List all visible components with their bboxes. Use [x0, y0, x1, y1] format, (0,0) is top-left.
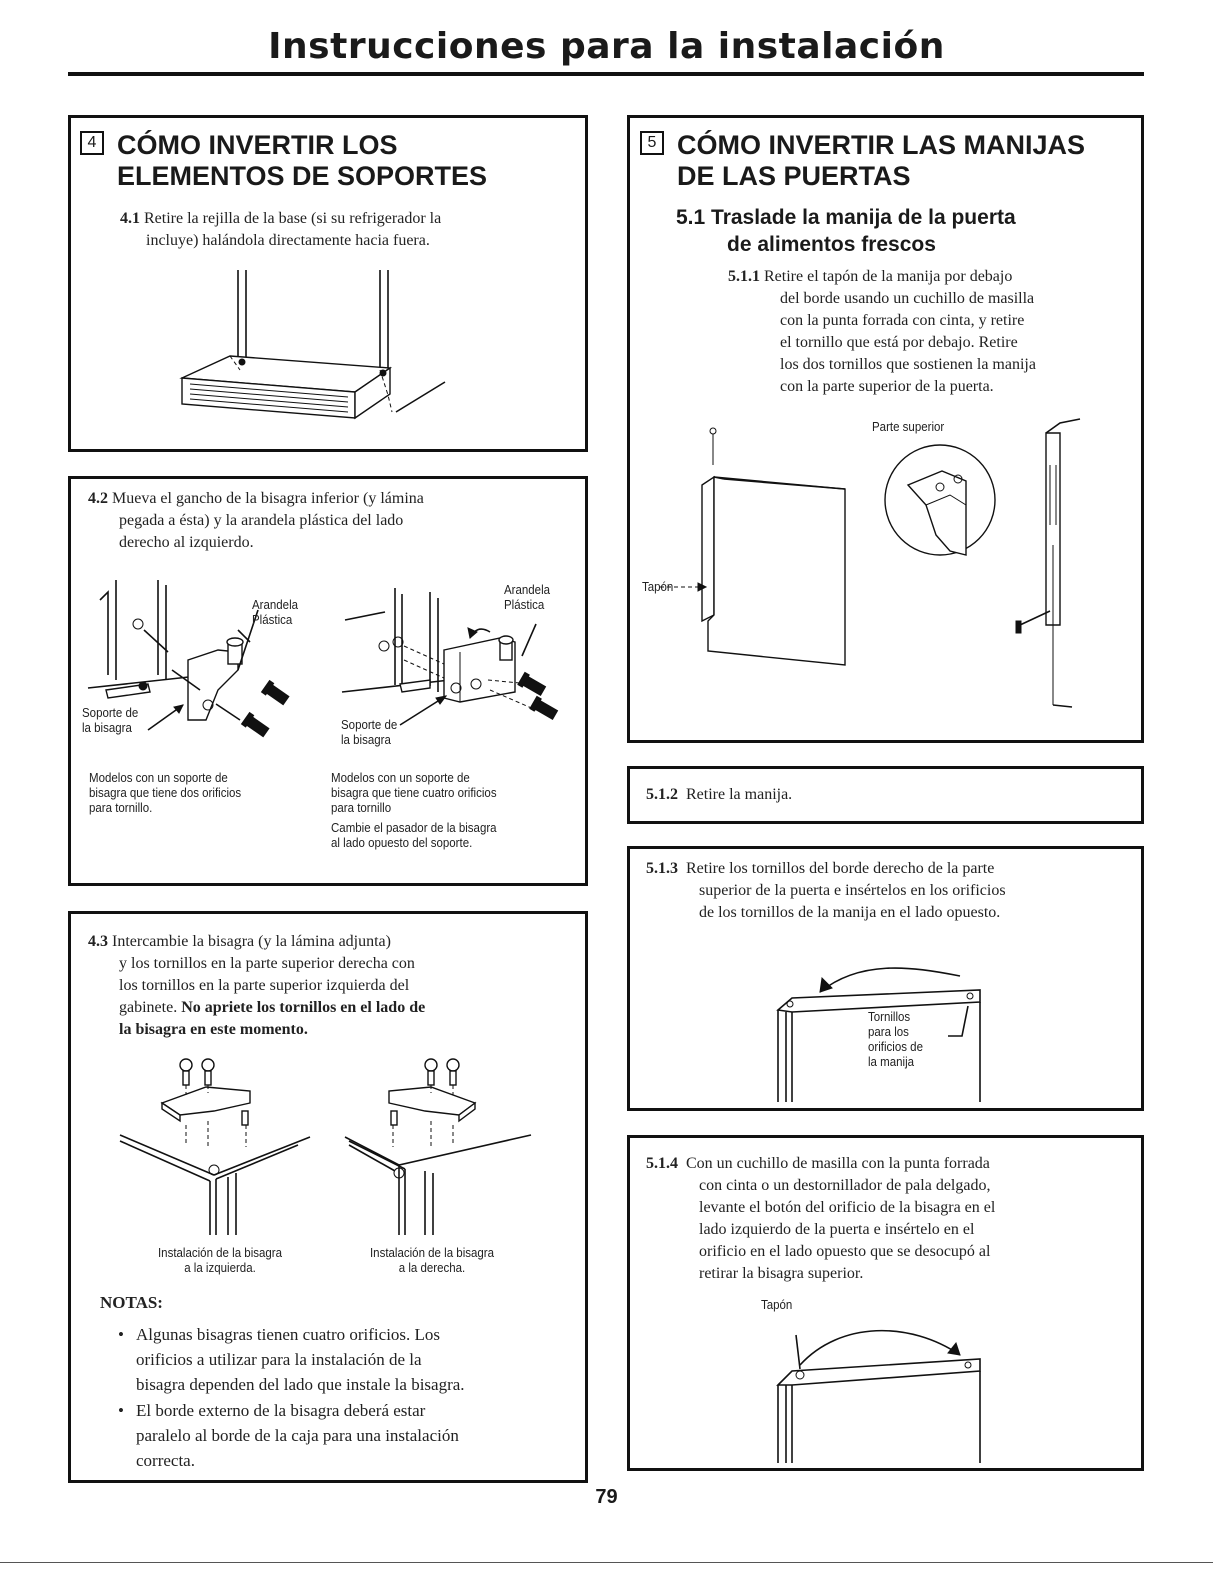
step-4-2-line1: Mueva el gancho de la bisagra inferior (y lámina	[112, 490, 424, 507]
section-5-heading-line2: DE LAS PUERTAS	[677, 161, 911, 191]
right-install-caption	[340, 1246, 524, 1276]
step-5-1-4-line3: levante el botón del orificio de la bisagra en el	[699, 1199, 996, 1216]
left-caption-line1: Modelos con un soporte de	[89, 771, 228, 785]
section-4-heading-line1: CÓMO INVERTIR LOS	[117, 130, 398, 160]
step-4-2-line3: derecho al izquierdo.	[119, 534, 254, 551]
note-1-line1: Algunas bisagras tienen cuatro orificios. Los	[136, 1325, 441, 1344]
section-5-heading-line1: CÓMO INVERTIR LAS MANIJAS	[677, 130, 1086, 160]
right-caption-line5: al lado opuesto del soporte.	[331, 836, 473, 850]
note-2-line1: El borde externo de la bisagra deberá estar	[136, 1401, 426, 1420]
step-4-3-line4b: No apriete los tornillos en el lado de	[181, 999, 426, 1016]
step-5-1-1-line1: Retire el tapón de la manija por debajo	[764, 268, 1013, 285]
left-caption-line2: bisagra que tiene dos orificios	[89, 786, 242, 800]
step-5-1-4-line2: con cinta o un destornillador de pala delgado,	[699, 1177, 991, 1194]
step-4-1-text	[120, 208, 580, 252]
label-tornillos-3: orificios de	[868, 1040, 923, 1054]
step-5-1-3-text	[646, 858, 1136, 924]
left-hinge-caption	[89, 771, 241, 816]
step-5-1-1-number: 5.1.1	[728, 268, 760, 285]
title-rule	[68, 72, 1144, 76]
step-5-1-2-line: Retire la manija.	[686, 786, 793, 803]
note-2	[118, 1398, 578, 1473]
note-1-bullet: •	[118, 1325, 124, 1344]
label-tapon-5-1-1: Tapón	[642, 580, 674, 594]
right-label-arandela-2: Plástica	[504, 598, 545, 612]
label-tornillos-1: Tornillos	[868, 1010, 911, 1024]
section-5-number: 5	[640, 131, 664, 155]
step-5-1-4-text	[646, 1153, 1136, 1285]
left-label-arandela-1: Arandela	[252, 598, 299, 612]
right-caption-line4: Cambie el pasador de la bisagra	[331, 821, 497, 835]
note-2-bullet: •	[118, 1401, 124, 1420]
step-4-3-text	[88, 931, 568, 1041]
right-label-soporte-1: Soporte de	[341, 718, 398, 732]
right-hinge-caption	[331, 771, 497, 851]
base-grille-illustration	[160, 270, 460, 430]
left-label-soporte-2: la bisagra	[82, 721, 132, 735]
step-4-3-line2: y los tornillos en la parte superior derecha con	[119, 955, 415, 972]
note-1	[118, 1322, 578, 1397]
step-4-1-number: 4.1	[120, 210, 140, 227]
step-5-1-4-line1: Con un cuchillo de masilla con la punta forrada	[686, 1155, 990, 1172]
step-5-1-2-text	[646, 784, 1126, 806]
right-caption-line2: bisagra que tiene cuatro orificios	[331, 786, 497, 800]
note-2-line2: paralelo al borde de la caja para una instalación	[136, 1426, 459, 1445]
section-4-heading-line2: ELEMENTOS DE SOPORTES	[117, 161, 488, 191]
bottom-rule	[0, 1562, 1213, 1563]
step-4-1-line2: incluye) halándola directamente hacia fuera.	[146, 232, 430, 249]
step-4-3-line3: los tornillos en la parte superior izquierda del	[119, 977, 410, 994]
hinge-right-install-illustration	[335, 1055, 555, 1235]
step-5-1-3-line1: Retire los tornillos del borde derecho de la parte	[686, 860, 995, 877]
left-install-caption	[128, 1246, 312, 1276]
sub-heading-5-1-line2: de alimentos frescos	[727, 233, 936, 256]
step-5-1-3-number: 5.1.3	[646, 860, 678, 877]
sub-heading-5-1-line1: 5.1 Traslade la manija de la puerta	[676, 206, 1016, 229]
step-5-1-4-line4: lado izquierdo de la puerta e insértelo en el	[699, 1221, 975, 1238]
step-5-1-2-number: 5.1.2	[646, 786, 678, 803]
step-4-2-number: 4.2	[88, 490, 108, 507]
step-4-3-number: 4.3	[88, 933, 108, 950]
note-2-line3: correcta.	[136, 1451, 195, 1470]
step-4-1-line1: Retire la rejilla de la base (si su refrigerador la	[144, 210, 442, 227]
step-4-3-line5: la bisagra en este momento.	[119, 1021, 308, 1038]
label-tornillos-2: para los	[868, 1025, 909, 1039]
step-4-2-text	[88, 488, 568, 554]
step-5-1-1-line4: el tornillo que está por debajo. Retire	[780, 334, 1018, 351]
left-install-caption-line2: a la izquierda.	[184, 1261, 256, 1275]
section-4-number: 4	[80, 131, 104, 155]
right-caption-line1: Modelos con un soporte de	[331, 771, 470, 785]
label-tapon-5-1-4: Tapón	[761, 1298, 793, 1312]
step-5-1-1-text	[728, 266, 1138, 398]
right-label-soporte-2: la bisagra	[341, 733, 391, 747]
right-caption-line3: para tornillo	[331, 801, 392, 815]
page-title: Instrucciones para la instalación	[268, 26, 945, 67]
label-tornillos-block	[868, 1010, 923, 1070]
note-1-line2: orificios a utilizar para la instalación de la	[136, 1350, 422, 1369]
step-5-1-3-line3: de los tornillos de la manija en el lado opuesto.	[699, 904, 1001, 921]
hinge-left-install-illustration	[110, 1055, 330, 1235]
step-5-1-1-line3: con la punta forrada con cinta, y retire	[780, 312, 1025, 329]
note-1-line3: bisagra dependen del lado que instale la bisagra.	[136, 1375, 465, 1394]
step-4-3-line1: Intercambie la bisagra (y la lámina adjunta)	[112, 933, 391, 950]
left-install-caption-line1: Instalación de la bisagra	[157, 1246, 283, 1260]
notes-title: NOTAS:	[100, 1293, 163, 1312]
left-label-soporte-1: Soporte de	[82, 706, 139, 720]
right-label-arandela-1: Arandela	[504, 583, 551, 597]
left-label-arandela-2: Plástica	[252, 613, 293, 627]
step-5-1-4-line6: retirar la bisagra superior.	[699, 1265, 864, 1282]
label-parte-superior: Parte superior	[872, 420, 945, 434]
label-tornillos-4: la manija	[868, 1055, 915, 1069]
plug-transfer-illustration	[770, 1315, 990, 1465]
step-5-1-1-line2: del borde usando un cuchillo de masilla	[780, 290, 1035, 307]
step-5-1-3-line2: superior de la puerta e insértelos en los orificios	[699, 882, 1006, 899]
step-5-1-4-line5: orificio en el lado opuesto que se desocupó al	[699, 1243, 991, 1260]
right-install-caption-line1: Instalación de la bisagra	[369, 1246, 495, 1260]
page-number: 79	[595, 1486, 618, 1508]
step-4-3-line4a: gabinete.	[119, 999, 182, 1016]
door-handle-removal-illustration	[640, 415, 1130, 715]
step-5-1-4-number: 5.1.4	[646, 1155, 678, 1172]
left-caption-line3: para tornillo.	[89, 801, 153, 815]
step-4-2-line2: pegada a ésta) y la arandela plástica del lado	[119, 512, 404, 529]
right-install-caption-line2: a la derecha.	[398, 1261, 466, 1275]
step-5-1-1-line5: los dos tornillos que sostienen la manija	[780, 356, 1036, 373]
step-5-1-1-line6: con la parte superior de la puerta.	[780, 378, 994, 395]
